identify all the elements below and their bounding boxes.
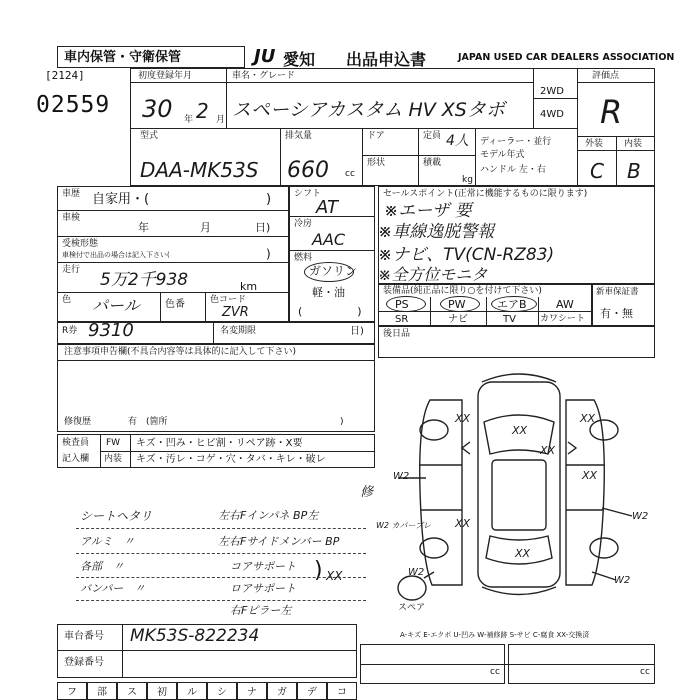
transfer-label: 名変期限 [220,326,257,336]
front-bumper [482,374,556,382]
fuel-value: ガソリン [309,264,358,278]
association-name: JAPAN USED CAR DEALERS ASSOCIATION [458,52,675,63]
mark-w2: W2 [614,575,631,586]
eq-ab-circle [491,296,537,312]
bottom-cell: ガ [267,682,297,700]
model-code-value: DAA-MK53S [140,158,259,182]
mark-w2-note: W2 カバーブレ [376,521,431,530]
storage-label: 車内保管・守衛保管 [64,50,182,65]
sales-point-label: セールスポイント(正常に機能するものに限ります) [383,189,588,199]
eq-aw: AW [556,298,574,311]
color-code-value: ZVR [222,305,249,320]
note-left-4: バンパー 〃 [80,582,146,595]
load-label: 積載 [423,158,442,168]
shift-label: シフト [294,189,322,199]
eq-pw: PW [448,298,466,311]
bottom-cell: ル [177,682,207,700]
sales-point-2: ※車線逸脱警報 [378,222,495,242]
note-right-3: コアサポート [230,560,296,573]
displacement-value: 660 [287,158,329,183]
spare-label: スペア [398,603,426,613]
eq-ab: エアB [497,298,527,311]
note-left-3: 各部 〃 [80,560,124,573]
mark-xx: XX [455,517,471,530]
mileage-value: 5万2千938 [100,270,189,290]
box1-cc: cc [490,667,500,677]
rating-value: R [600,93,623,131]
lot-number: 02559 [36,92,111,118]
color-code-label: 色コード [210,295,247,305]
note-right-1: 左右Fインパネ BP左 [218,509,319,522]
org-name: 愛知 [283,50,316,69]
first-reg-month: 2 [196,99,209,123]
first-reg-label: 初度登録年月 [138,71,193,81]
note-left-1: シートヘタリ [80,509,153,523]
sales-point-1: ※エーザ 要 [384,201,472,221]
eq-tv: TV [503,314,516,325]
inspection-year: 年 [138,221,149,234]
shift-value: AT [316,197,338,218]
inspection-label: 車検 [62,213,81,223]
note-right-5: 右Fピラー左 [230,604,292,617]
capacity-label: 定員 [423,131,442,141]
recycle-value: 9310 [88,320,134,341]
reception-close: ) [266,247,271,261]
capacity-value: 4人 [446,133,469,149]
usage-close: ) [266,192,272,207]
notes-xx: XX [326,569,343,583]
bottom-cell: ス [117,682,147,700]
repair-history-label: 修復歴 [64,417,92,427]
rear-bumper [482,587,556,595]
wheel-rr [590,538,618,558]
after-label: 後日品 [383,329,411,339]
four-wd-label: 4WD [540,109,564,120]
mark-xx: XX [455,412,471,425]
repair-history-opts: 有 (箇所 [128,417,168,427]
bottom-cell: 部 [87,682,117,700]
two-wd-label: 2WD [540,86,564,97]
bottom-cell: 初 [147,682,177,700]
spare-tire [398,576,426,600]
color-label: 色 [62,295,72,305]
mark-w2: W2 [408,567,425,578]
bottom-cells [57,682,357,700]
inner-label: 内装 [104,454,123,464]
interior-grade: B [627,159,641,183]
cooling-label: 冷房 [294,219,313,229]
eq-sr: SR [395,314,409,325]
fw-text: キズ・凹み・ヒビ割・リペア跡・X要 [136,438,303,449]
km-unit: km [240,280,258,293]
mark-xx: XX [540,444,556,457]
warranty-options: 有・無 [600,307,633,320]
bottom-cell: シ [207,682,237,700]
month-unit: 月 [216,115,226,125]
form-title: 出品申込書 [346,50,427,69]
exterior-grade: C [590,159,604,183]
fuel-brackets: ( ) [298,305,362,318]
door-label: ドア [367,131,385,141]
transfer-day: 日) [350,326,364,337]
bottom-cell: ナ [237,682,267,700]
exterior-label: 外装 [585,139,604,149]
bottom-cell: コ [327,682,357,700]
eq-ps-circle [386,296,426,312]
handle-label: ハンドル 左・右 [480,165,546,175]
box2-cc: cc [640,667,650,677]
warranty-label: 新車保証書 [596,287,639,297]
eq-ps: PS [395,298,409,311]
mark-xx: XX [582,469,598,482]
bottom-cell: フ [57,682,87,700]
year-unit: 年 [184,115,194,125]
chassis-label: 車台番号 [64,631,104,642]
note-left-2: アルミ 〃 [80,535,135,548]
mark-w2: W2 [393,471,410,482]
notes-stamp: 修 [360,485,374,500]
damage-legend: A-キズ E-エクボ U-凹み W-補修跡 S-サビ C-腐食 XX-交換済 [400,631,590,639]
eq-cassette: カワシート [540,314,586,324]
repair-close: ) [340,417,344,427]
shape-label: 形状 [367,158,386,168]
wheel-fl [420,420,448,440]
model-year-label: モデル年式 [480,150,525,160]
usage-value: 自家用・( [92,192,150,207]
fw-label: FW [106,438,121,448]
sales-point-3: ※ナビ、TV(CN-RZ83) [378,245,555,265]
mark-w2: W2 [632,511,649,522]
chassis-value: MK53S-822234 [130,626,260,646]
rating-label: 評価点 [592,71,620,81]
notice-label: 注意事項申告欄(不具合内容等は具体的に記入して下さい) [64,347,297,357]
reception-label: 受検形態 [62,239,99,249]
car-diagram [370,360,655,630]
notes-bracket: ) [314,558,323,583]
recycle-label: R券 [62,326,78,336]
inspector-label: 検査員 [62,438,90,448]
after-box [378,326,655,358]
inspection-day: 日) [255,221,271,234]
interior-label: 内装 [624,139,643,149]
note-right-4: ロアサポート [230,582,296,595]
reception-sub: 車検付で出品の場合は記入下さい( [62,251,170,259]
color-value: パール [92,296,140,315]
ref-code: [2124] [45,69,85,82]
color-no-label: 色番 [165,299,185,310]
model-label: 型式 [140,131,159,141]
inner-text: キズ・汚レ・コゲ・穴・タバ・キレ・破レ [136,454,326,465]
mileage-label: 走行 [62,265,81,275]
note-right-2: 左右Fサイドメンバー BP [218,535,340,548]
eq-navi: ナビ [448,314,468,325]
ju-logo: JU [254,46,276,67]
mark-xx: XX [580,412,596,425]
fuel-label: 燃料 [294,253,313,263]
roof [492,460,546,530]
sales-point-4: ※全方位モニタ [378,265,488,284]
entry-label: 記入欄 [62,454,90,464]
usage-label: 車歴 [62,189,81,199]
car-name-value: スペーシアカスタム HV XSタボ [232,99,505,121]
mark-xx: XX [512,424,528,437]
kg-unit: kg [462,175,473,185]
cc-unit: cc [345,169,355,179]
first-reg-year: 30 [142,95,173,123]
car-name-label: 車名・グレード [232,71,296,81]
cooling-value: AAC [312,230,346,249]
eq-pw-circle [440,296,480,312]
displacement-label: 排気量 [285,131,313,141]
bottom-cell: デ [297,682,327,700]
mark-xx: XX [515,547,531,560]
inspection-month: 月 [200,221,211,234]
dealer-label: ディーラー・並行 [480,137,552,147]
fuel-options: 軽・油 [312,286,345,299]
notice-box [57,344,375,432]
equipment-label: 装備品(純正品に限り○を付けて下さい) [383,286,542,296]
reg-no-label: 登録番号 [64,657,104,668]
